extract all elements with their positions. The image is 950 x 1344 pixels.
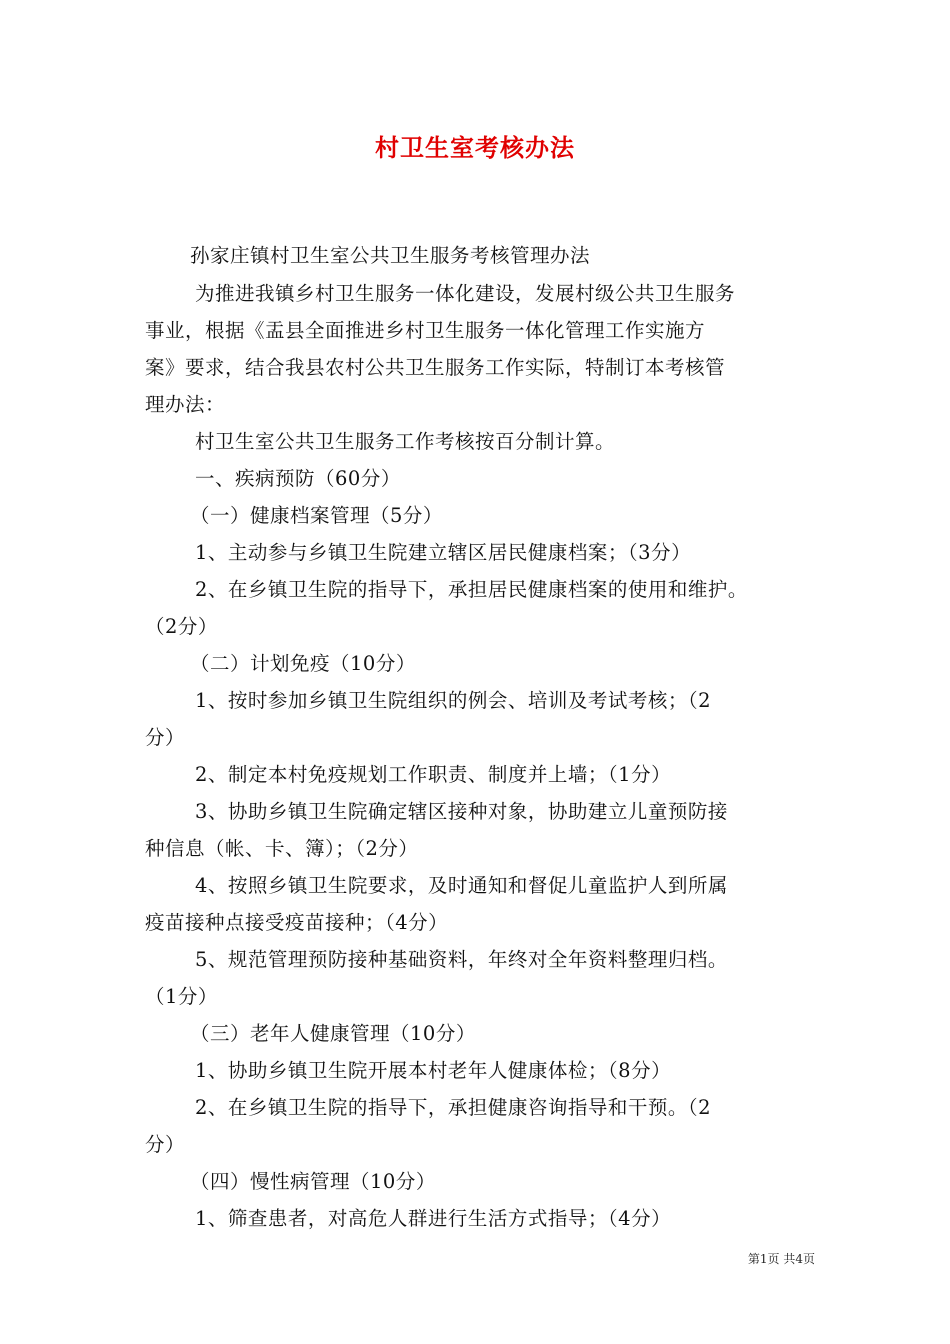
paragraph-line: 为推进我镇乡村卫生服务一体化建设，发展村级公共卫生服务	[195, 282, 736, 305]
subtitle-line: 孙家庄镇村卫生室公共卫生服务考核管理办法	[190, 244, 591, 267]
subsection-heading: （四）慢性病管理（10分）	[190, 1170, 436, 1193]
list-item: 1、主动参与乡镇卫生院建立辖区居民健康档案；（3分）	[195, 541, 692, 564]
list-item: 4、按照乡镇卫生院要求，及时通知和督促儿童监护人到所属	[195, 874, 728, 897]
list-item-continuation: 分）	[145, 1133, 186, 1156]
list-item-continuation: 分）	[145, 726, 186, 749]
list-item-continuation: （1分）	[145, 985, 218, 1008]
subsection-heading: （一）健康档案管理（5分）	[190, 504, 443, 527]
paragraph-line: 理办法：	[145, 393, 226, 416]
paragraph-line: 村卫生室公共卫生服务工作考核按百分制计算。	[195, 430, 616, 453]
list-item: 1、筛查患者，对高危人群进行生活方式指导；（4分）	[195, 1207, 672, 1230]
subsection-heading: （二）计划免疫（10分）	[190, 652, 416, 675]
paragraph-line: 案》要求，结合我县农村公共卫生服务工作实际，特制订本考核管	[145, 356, 726, 379]
list-item: 2、在乡镇卫生院的指导下，承担居民健康档案的使用和维护。	[195, 578, 748, 601]
list-item: 1、协助乡镇卫生院开展本村老年人健康体检；（8分）	[195, 1059, 672, 1082]
paragraph-line: 事业，根据《盂县全面推进乡村卫生服务一体化管理工作实施方	[145, 319, 706, 342]
page-number: 第1页 共4页	[747, 1252, 815, 1266]
list-item: 1、按时参加乡镇卫生院组织的例会、培训及考试考核；（2	[195, 689, 712, 712]
list-item: 2、在乡镇卫生院的指导下，承担健康咨询指导和干预。（2	[195, 1096, 712, 1119]
section-heading: 一、疾病预防（60分）	[195, 467, 401, 490]
list-item-continuation: 疫苗接种点接受疫苗接种；（4分）	[145, 911, 449, 934]
document-title: 村卫生室考核办法	[375, 133, 575, 162]
subsection-heading: （三）老年人健康管理（10分）	[190, 1022, 476, 1045]
list-item: 2、制定本村免疫规划工作职责、制度并上墙；（1分）	[195, 763, 672, 786]
list-item-continuation: （2分）	[145, 615, 218, 638]
list-item-continuation: 种信息（帐、卡、簿）；（2分）	[145, 837, 419, 860]
list-item: 5、规范管理预防接种基础资料，年终对全年资料整理归档。	[195, 948, 728, 971]
list-item: 3、协助乡镇卫生院确定辖区接种对象，协助建立儿童预防接	[195, 800, 728, 823]
